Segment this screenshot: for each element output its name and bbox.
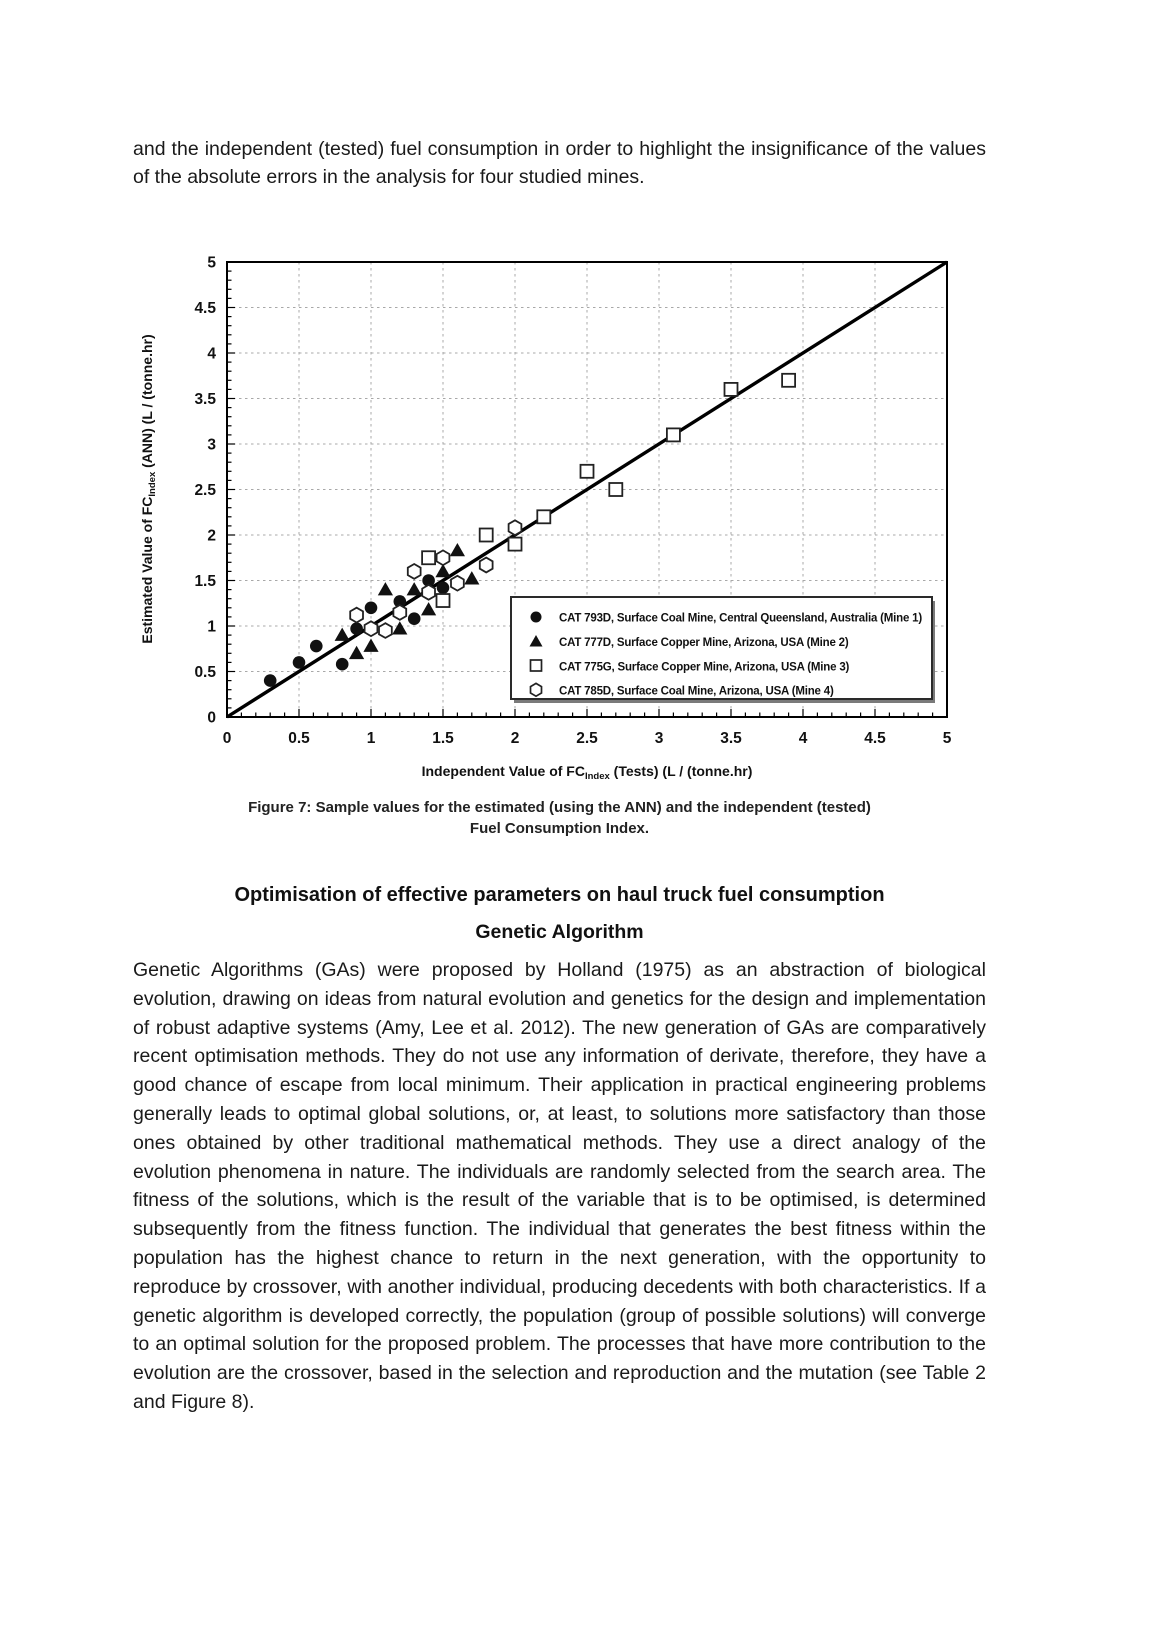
figure-7-chart xyxy=(80,235,980,795)
data-point-series2 xyxy=(407,582,422,595)
data-point-series2 xyxy=(363,639,378,652)
y-tick-label: 0.5 xyxy=(194,664,216,681)
legend-marker-open-square xyxy=(531,660,542,671)
x-tick-label: 4.5 xyxy=(864,730,886,747)
x-tick-label: 0.5 xyxy=(288,730,310,747)
legend-label-mine1: CAT 793D, Surface Coal Mine, Central Queensland, Australia (Mine 1) xyxy=(559,612,922,625)
y-tick-label: 5 xyxy=(207,254,216,272)
data-point-series3 xyxy=(667,428,680,441)
data-point-series1 xyxy=(336,658,349,671)
data-point-series1 xyxy=(365,602,378,615)
x-tick-label: 3.5 xyxy=(720,730,742,747)
y-tick-label: 4 xyxy=(207,345,216,363)
data-point-series3 xyxy=(509,538,522,551)
x-tick-label: 4 xyxy=(798,730,808,747)
x-tick-label: 0 xyxy=(222,730,232,747)
data-point-series2 xyxy=(450,543,465,556)
x-tick-label: 5 xyxy=(942,730,952,747)
figure-caption-line2: Fuel Consumption Index. xyxy=(469,820,650,837)
legend-label-mine2: CAT 777D, Surface Copper Mine, Arizona, USA (Mine 2) xyxy=(559,637,849,649)
data-point-series3 xyxy=(437,594,450,607)
scatter-chart xyxy=(80,235,980,795)
body-paragraph: Genetic Algorithms (GAs) were proposed by Holland (1975) as an abstraction of biological evolution, drawing on ideas from natural evolution and genetics for the design and implementation of robust adaptive systems (Amy, Lee et al. 2012). The new generation of GAs are comparatively recent optimisation methods. They do not use any information of derivate, therefore, they have a good chance of escape from local minimum. Their application in practical engineering problems generally leads to optimal global solutions, or, at least, to solutions more satisfactory than those ones obtained by other traditional mathematical methods. They use a direct analogy of the evolution phenomena in nature. The individuals are randomly selected from the search area. The fitness of the solutions, which is the result of the variable that is to be optimised, is determined subsequently from the fitness function. The individual that generates the best fitness within the population has the highest chance to return in the next generation, with the opportunity to reproduce by crossover, with another individual, producing decedents with both characteristics. If a genetic algorithm is developed correctly, the population (group of possible solutions) will converge to an optimal solution for the proposed problem. The processes that have more contribution to the evolution are the crossover, based in the selection and reproduction and the mutation (see Table 2 and Figure 8). xyxy=(133,959,986,1413)
data-point-series4 xyxy=(480,558,493,573)
data-point-series2 xyxy=(421,602,436,615)
data-point-series2 xyxy=(335,628,350,641)
data-point-series4 xyxy=(451,576,464,591)
data-point-series1 xyxy=(437,581,450,594)
x-tick-label: 2.5 xyxy=(576,730,598,747)
legend-label-mine3: CAT 775G, Surface Copper Mine, Arizona, USA (Mine 3) xyxy=(559,661,850,674)
data-point-series2 xyxy=(378,582,393,595)
data-point-series1 xyxy=(293,656,306,669)
x-tick-label: 1 xyxy=(366,730,376,747)
data-point-series4 xyxy=(437,550,450,565)
data-point-series3 xyxy=(581,465,594,478)
x-tick-label: 1.5 xyxy=(432,730,454,747)
data-point-series3 xyxy=(782,374,795,387)
data-point-series3 xyxy=(537,510,550,523)
data-point-series4 xyxy=(509,520,522,535)
data-point-series4 xyxy=(365,621,378,636)
x-tick-label: 2 xyxy=(510,730,520,747)
y-tick-label: 2 xyxy=(207,527,216,545)
chart-legend xyxy=(511,597,935,703)
figure-caption xyxy=(133,797,986,839)
data-point-series1 xyxy=(310,640,323,653)
data-point-series3 xyxy=(725,383,738,396)
legend-marker-filled-circle xyxy=(531,612,542,623)
y-tick-label: 3 xyxy=(207,436,216,454)
x-tick-label: 3 xyxy=(654,730,664,747)
data-point-series1 xyxy=(350,622,363,635)
y-axis-label: Estimated Value of $FC_{Index}$ (ANN) (L / (tonne.hr) xyxy=(139,334,158,644)
x-axis-label: Independent Value of $FC_{Index}$ (Tests) (L / (tonne.hr) xyxy=(421,763,753,782)
data-point-series3 xyxy=(422,551,435,564)
legend-label-mine4: CAT 785D, Surface Coal Mine, Arizona, USA (Mine 4) xyxy=(559,685,834,698)
data-point-series1 xyxy=(264,674,277,687)
y-tick-label: 3.5 xyxy=(194,391,216,408)
figure-caption-line1: Figure 7: Sample values for the estimated (using the ANN) and the independent (tested) xyxy=(248,799,871,816)
data-point-series4 xyxy=(350,608,363,623)
data-point-series1 xyxy=(408,612,421,625)
data-point-series4 xyxy=(408,564,421,579)
legend-marker-open-hexagon xyxy=(531,683,542,696)
data-point-series3 xyxy=(480,529,493,542)
y-tick-label: 4.5 xyxy=(194,300,216,317)
intro-paragraph: and the independent (tested) fuel consumption in order to highlight the insignificance of the values of the absolute errors in the analysis for four studied mines. xyxy=(133,138,986,188)
y-tick-label: 0 xyxy=(207,709,216,727)
y-tick-label: 1.5 xyxy=(194,573,216,590)
section-heading: Optimisation of effective parameters on haul truck fuel consumption xyxy=(234,884,885,906)
data-point-series2 xyxy=(392,621,407,634)
data-point-series3 xyxy=(609,483,622,496)
data-point-series4 xyxy=(379,623,392,638)
subsection-heading: Genetic Algorithm xyxy=(475,921,644,943)
y-tick-label: 1 xyxy=(207,618,216,636)
data-point-series2 xyxy=(349,646,364,659)
data-point-series4 xyxy=(422,585,435,600)
data-point-series4 xyxy=(393,605,406,620)
data-point-series2 xyxy=(464,571,479,584)
y-tick-label: 2.5 xyxy=(194,482,216,499)
